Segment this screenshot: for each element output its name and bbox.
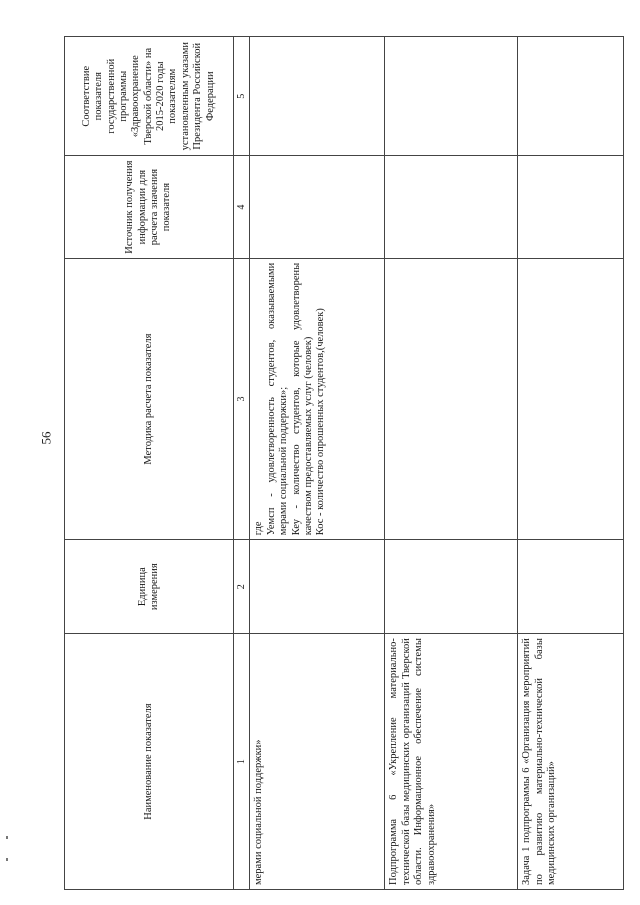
row-unit bbox=[385, 540, 518, 634]
row-unit bbox=[250, 540, 385, 634]
row-source bbox=[385, 156, 518, 258]
table-row bbox=[250, 37, 385, 890]
method-line: где bbox=[253, 521, 265, 536]
column-number: 4 bbox=[233, 156, 250, 258]
table-row bbox=[385, 37, 518, 890]
indicator-table-container bbox=[64, 36, 624, 890]
table-row bbox=[518, 37, 624, 890]
row-method bbox=[518, 258, 624, 539]
header-row bbox=[65, 37, 234, 890]
column-number: 5 bbox=[233, 37, 250, 156]
row-compliance bbox=[250, 37, 385, 156]
column-number-row bbox=[233, 37, 250, 890]
row-source bbox=[250, 156, 385, 258]
column-number: 3 bbox=[233, 258, 250, 539]
header-name: Наименование показателя bbox=[65, 634, 234, 890]
method-line: Кеу - количество студентов, которые удовлетворены качеством предоставляемых услуг (человек) bbox=[290, 262, 314, 536]
page-number: 56 bbox=[38, 431, 54, 445]
header-source: Источник получения информации для расчета значения показателя bbox=[65, 156, 234, 258]
row-compliance bbox=[385, 37, 518, 156]
header-method: Методика расчета показателя bbox=[65, 258, 234, 539]
row-name: мерами социальной поддержки» bbox=[250, 634, 385, 890]
row-method bbox=[250, 258, 385, 539]
header-compliance: Соответствие показателя государственной программы «Здравоохранение Тверской области» на 2015-2020 годы показателям установленным указами Президента Российской Федерации bbox=[65, 37, 234, 156]
row-unit bbox=[518, 540, 624, 634]
header-unit: Единица измерения bbox=[65, 540, 234, 634]
row-name: Подпрограмма 6 «Укрепление материально-технической базы медицинских организаций Тверской области. Информационное обеспечение системы здравоохранения» bbox=[385, 634, 518, 890]
scan-artifact bbox=[6, 858, 8, 861]
method-line: Кос - количество опрошенных студентов,(человек) bbox=[315, 308, 327, 536]
scan-artifact bbox=[6, 836, 8, 839]
row-method bbox=[385, 258, 518, 539]
method-line: Уемсп - удовлетворенность студентов, оказываемыми мерами социальной поддержки»; bbox=[265, 262, 290, 536]
column-number: 1 bbox=[233, 634, 250, 890]
row-source bbox=[518, 156, 624, 258]
row-compliance bbox=[518, 37, 624, 156]
column-number: 2 bbox=[233, 540, 250, 634]
indicator-table bbox=[64, 36, 624, 890]
row-name: Задача 1 подпрограммы 6 «Организация мероприятий по развитию материально-технической базы медицинских организаций» bbox=[518, 634, 624, 890]
